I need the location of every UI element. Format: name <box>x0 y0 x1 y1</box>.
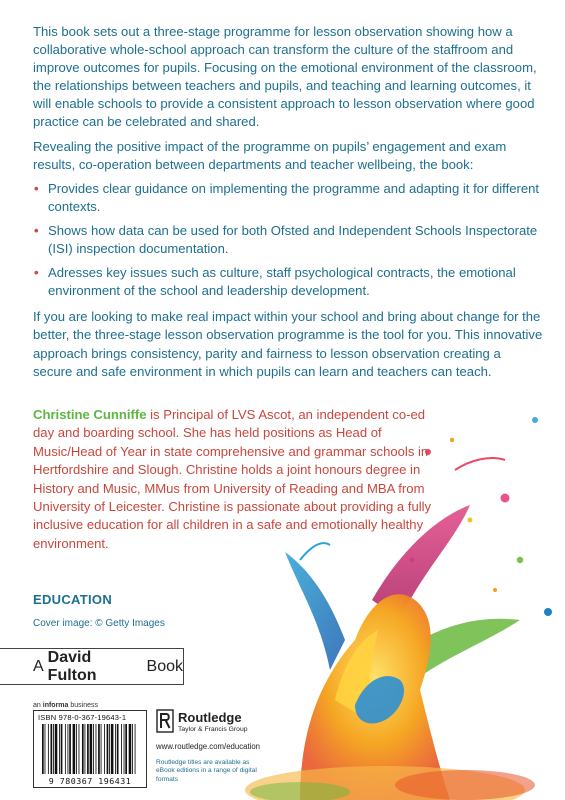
barcode-bar <box>69 724 71 774</box>
informa-tagline <box>33 702 98 709</box>
subject-category: EDUCATION <box>33 592 113 607</box>
author-name: Christine Cunniffe <box>33 407 147 422</box>
barcode-panel <box>33 710 147 788</box>
barcode-bar <box>85 724 86 774</box>
barcode-graphic <box>42 724 138 774</box>
author-bio <box>33 406 443 553</box>
barcode-bar <box>117 724 119 774</box>
routledge-url: www.routledge.com/education <box>156 742 261 751</box>
feature-list <box>33 180 543 301</box>
ebook-note: Routledge titles are available as eBook editions in a range of digital formats <box>156 759 257 783</box>
feature-item: • Shows how data can be used for both Ofsted and Independent Schools Inspectorate (ISI) inspection documentation. <box>33 222 543 258</box>
imprint-prefix: A <box>33 657 44 675</box>
barcode-bar <box>90 724 93 774</box>
barcode-bar <box>115 724 116 774</box>
feature-item: • Adresses key issues such as culture, staff psychological contracts, the emotional environment of the school and leadership development. <box>33 264 543 300</box>
barcode-bar <box>87 724 89 774</box>
routledge-name: Routledge <box>178 710 242 725</box>
routledge-subtitle: Taylor & Francis Group <box>178 726 248 733</box>
barcode-digits: 9 780367 196431 <box>48 776 132 786</box>
barcode-bar <box>82 724 84 774</box>
barcode-bar <box>135 724 136 774</box>
barcode-bar <box>96 724 97 774</box>
barcode-bar <box>101 724 102 774</box>
barcode-bar <box>59 724 60 774</box>
imprint-box <box>0 648 184 685</box>
barcode-bar <box>109 724 110 774</box>
barcode-bar <box>121 724 122 774</box>
imprint-suffix: Book <box>146 657 183 675</box>
informa-brand: informa <box>42 702 69 709</box>
author-bio-text: is Principal of LVS Ascot, an independent co-ed day and boarding school. She has held positions as Head of Music/Head of Year in state comprehensive and grammar schools in Hertfordshire and Slough. Christine holds a joint honours degree in History and Music, MMus from University of Reading and MBA from University of Leicester. Christine is passionate about providing a fully inclusive education for all children in a safe and emotionally healthy environment. <box>33 407 432 551</box>
barcode-bar <box>111 724 114 774</box>
cover-credit: Cover image: © Getty Images <box>33 618 165 629</box>
description-intro: This book sets out a three-stage programme for lesson observation showing how a collaborative whole-school approach can transform the culture of the staffroom and improve outcomes for pupils. Focusing on the emotional environment of the classroom, the relationships between teachers and pupils, and teaching and learning outcomes, it will enable schools to provide a consistent approach to lesson observation where good practice can be celebrated and shared. <box>33 24 537 130</box>
barcode-bar <box>48 724 49 774</box>
barcode-bar <box>51 724 53 774</box>
barcode-bar <box>55 724 58 774</box>
barcode-bar <box>107 724 109 774</box>
barcode-bar <box>104 724 105 774</box>
barcode-bar <box>129 724 132 774</box>
barcode-bar <box>68 724 69 774</box>
barcode-bar <box>65 724 66 774</box>
informa-prefix: an <box>33 702 41 709</box>
routledge-logo-icon <box>156 709 174 733</box>
feature-item: • Provides clear guidance on implementing the programme and adapting it for different contexts. <box>33 180 543 216</box>
barcode-bar <box>93 724 94 774</box>
description-lead: Revealing the positive impact of the programme on pupils’ engagement and exam results, co-operation between departments and teacher wellbeing, the book: <box>33 138 507 172</box>
barcode-bar <box>124 724 125 774</box>
barcode-bar <box>61 724 63 774</box>
informa-suffix: business <box>70 702 99 709</box>
barcode-bar <box>53 724 54 774</box>
barcode-bar <box>125 724 127 774</box>
barcode-bar <box>76 724 77 774</box>
barcode-bar <box>79 724 80 774</box>
isbn-text: ISBN 978-0-367-19643-1 <box>38 713 127 722</box>
barcode-bar <box>132 724 133 774</box>
barcode-bar <box>45 724 46 774</box>
book-description <box>33 23 543 387</box>
description-closing: If you are looking to make real impact within your school and bring about change for the better, the three-stage lesson observation programme is the tool for you. This innovative approach brings consistency, parity and fairness to lesson observation creating a secure and safe environment in which pupils can learn and teachers can teach. <box>33 309 543 379</box>
barcode-bar <box>42 724 44 774</box>
imprint-name: David Fulton <box>47 648 97 684</box>
barcode-bar <box>73 724 76 774</box>
barcode-bar <box>98 724 100 774</box>
